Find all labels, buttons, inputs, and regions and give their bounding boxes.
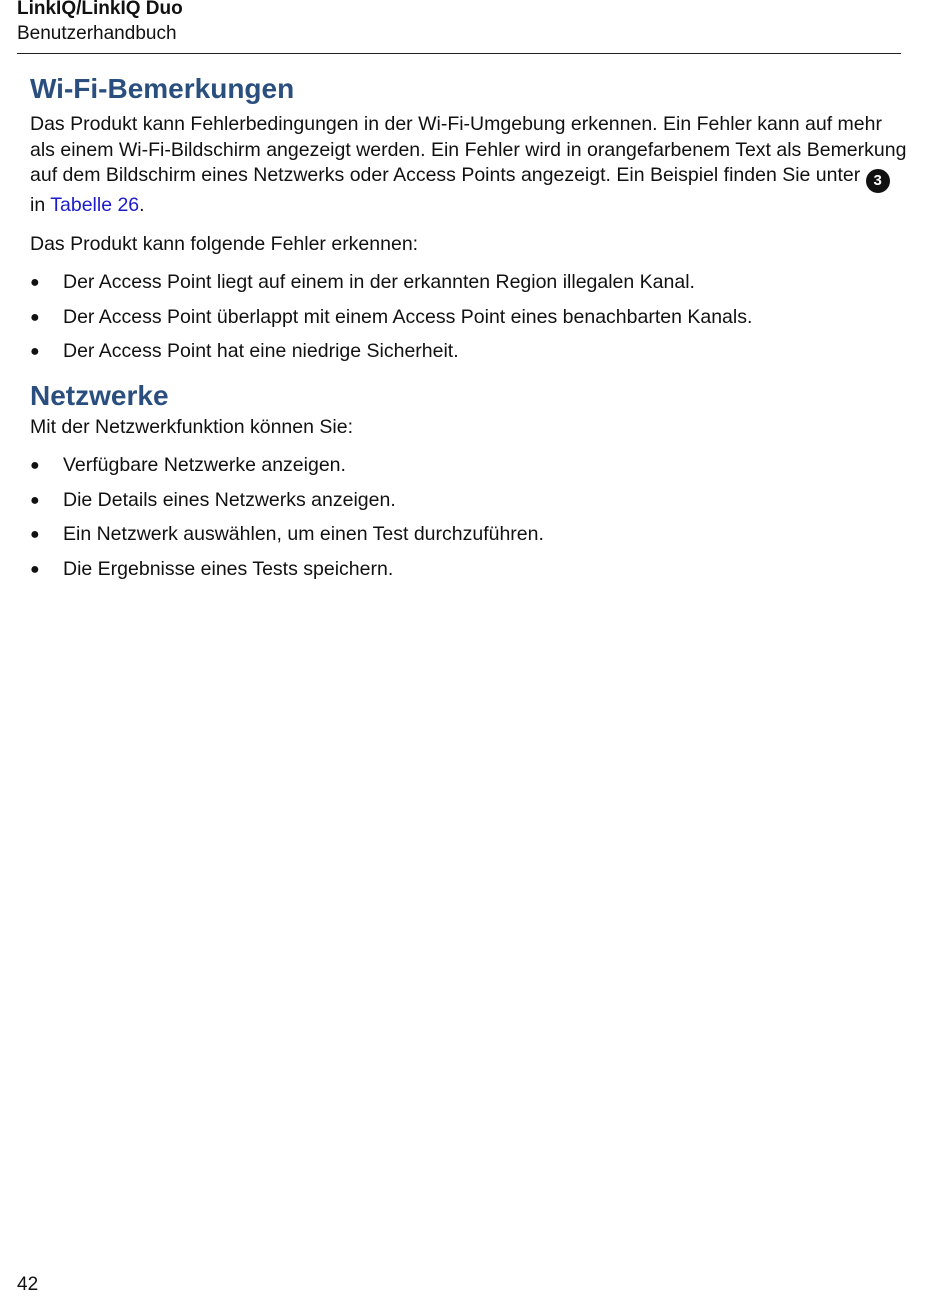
intro-text-mid: in bbox=[30, 194, 51, 216]
networks-lead: Mit der Netzwerkfunktion können Sie: bbox=[30, 415, 353, 438]
errors-lead: Das Produkt kann folgende Fehler erkennen: bbox=[30, 232, 419, 255]
section-heading-networks: Netzwerke bbox=[30, 379, 169, 411]
list-item-text: Der Access Point liegt auf einem in der erkannten Region illegalen Kanal. bbox=[63, 271, 695, 293]
bullet-icon: ● bbox=[30, 274, 40, 291]
product-title: LinkIQ/LinkIQ Duo bbox=[17, 0, 183, 19]
bullet-icon: ● bbox=[30, 526, 40, 543]
networks-feature-list bbox=[30, 453, 910, 582]
bullet-icon: ● bbox=[30, 308, 40, 326]
list-item bbox=[30, 339, 910, 365]
list-item-text: Verfügbare Netzwerke anzeigen. bbox=[63, 454, 346, 476]
bullet-icon: ● bbox=[30, 491, 40, 509]
error-list bbox=[30, 270, 910, 365]
bullet-icon: ● bbox=[30, 560, 40, 578]
wifi-remarks-intro bbox=[30, 112, 910, 219]
page-content bbox=[30, 70, 910, 582]
page-header bbox=[17, 0, 901, 54]
bullet-icon: ● bbox=[30, 457, 40, 474]
intro-text-end: . bbox=[139, 194, 145, 216]
table-26-link[interactable]: Tabelle 26 bbox=[50, 194, 140, 216]
callout-number-badge: 3 bbox=[866, 169, 890, 193]
section-heading-wifi-remarks: Wi-Fi-Bemerkungen bbox=[30, 73, 295, 104]
list-item-text: Die Details eines Netzwerks anzeigen. bbox=[63, 488, 396, 511]
list-item-text: Der Access Point überlappt mit einem Access Point eines benachbarten Kanals. bbox=[63, 305, 753, 328]
page-number: 42 bbox=[17, 1274, 39, 1295]
list-item bbox=[30, 305, 910, 331]
list-item bbox=[30, 270, 910, 296]
bullet-icon: ● bbox=[30, 343, 40, 360]
list-item-text: Die Ergebnisse eines Tests speichern. bbox=[63, 557, 394, 580]
list-item bbox=[30, 557, 910, 583]
list-item bbox=[30, 522, 910, 548]
document-title: Benutzerhandbuch bbox=[17, 23, 177, 44]
list-item bbox=[30, 453, 910, 479]
list-item bbox=[30, 488, 910, 514]
list-item-text: Ein Netzwerk auswählen, um einen Test durchzuführen. bbox=[63, 523, 544, 545]
intro-text: Das Produkt kann Fehlerbedingungen in der Wi-Fi-Umgebung erkennen. Ein Fehler kann auf mehr als einem Wi-Fi-Bildschirm angezeigt werden. Ein Fehler wird in orangefarbenem Text als Bemerkung auf dem Bildschirm eines Netzwerks oder Access Points angezeigt. Ein Beispiel finden Sie unter bbox=[30, 113, 907, 186]
list-item-text: Der Access Point hat eine niedrige Sicherheit. bbox=[63, 340, 459, 362]
